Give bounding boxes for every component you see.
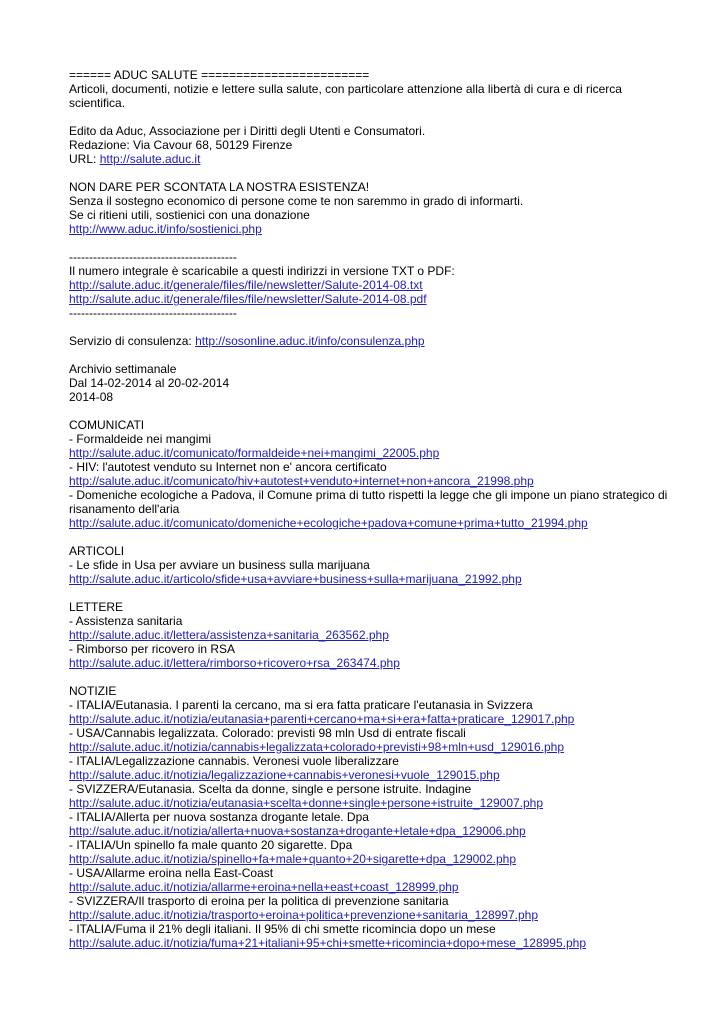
item-title: - Formaldeide nei mangimi xyxy=(69,432,212,446)
separator-top: ------------------------------------------ xyxy=(69,250,237,264)
support-heading: NON DARE PER SCONTATA LA NOSTRA ESISTENZA! xyxy=(69,180,370,194)
item-link[interactable]: http://salute.aduc.it/comunicato/domeniche+ecologiche+padova+comune+prima+tutto_21994.php xyxy=(69,516,588,530)
item-title: - SVIZZERA/Eutanasia. Scelta da donne, single e persone istruite. Indagine xyxy=(69,782,472,796)
item-title: - Domeniche ecologiche a Padova, il Comune prima di tutto rispetti la legge che gli impone un piano strategico di risanamento dell'aria xyxy=(69,488,668,516)
item-title: - Le sfide in Usa per avviare un business sulla marijuana xyxy=(69,558,370,572)
url-label: URL: xyxy=(69,152,100,166)
consulting-label: Servizio di consulenza: xyxy=(69,334,196,348)
item-link[interactable]: http://salute.aduc.it/lettera/assistenza+sanitaria_263562.php xyxy=(69,628,389,642)
item-link[interactable]: http://salute.aduc.it/notizia/allerta+nuova+sostanza+drogante+letale+dpa_129006.php xyxy=(69,824,526,838)
download-pdf-link[interactable]: http://salute.aduc.it/generale/files/file/newsletter/Salute-2014-08.pdf xyxy=(69,292,427,306)
item-link[interactable]: http://salute.aduc.it/lettera/rimborso+ricovero+rsa_263474.php xyxy=(69,656,400,670)
section-heading-articoli: ARTICOLI xyxy=(69,544,125,558)
item-title: - Rimborso per ricovero in RSA xyxy=(69,642,236,656)
donation-link[interactable]: http://www.aduc.it/info/sostienici.php xyxy=(69,222,262,236)
newsletter-document xyxy=(69,68,669,950)
section-heading-lettere: LETTERE xyxy=(69,600,124,614)
item-link[interactable]: http://salute.aduc.it/notizia/eutanasia+scelta+donne+single+persone+istruite_129007.php xyxy=(69,796,544,810)
consulting-link[interactable]: http://sosonline.aduc.it/info/consulenza.php xyxy=(195,334,425,348)
item-link[interactable]: http://salute.aduc.it/comunicato/hiv+autotest+venduto+internet+non+ancora_21998.php xyxy=(69,474,534,488)
site-link[interactable]: http://salute.aduc.it xyxy=(99,152,201,166)
item-title: - ITALIA/Un spinello fa male quanto 20 sigarette. Dpa xyxy=(69,838,353,852)
separator-bottom: ------------------------------------------ xyxy=(69,306,237,320)
item-title: - ITALIA/Legalizzazione cannabis. Veronesi vuole liberalizzare xyxy=(69,754,399,768)
item-title: - HIV: l'autotest venduto su Internet non e' ancora certificato xyxy=(69,460,387,474)
download-intro: Il numero integrale è scaricabile a questi indirizzi in versione TXT o PDF: xyxy=(69,264,455,278)
support-text-1: Senza il sostegno economico di persone come te non saremmo in grado di informarti. xyxy=(69,194,524,208)
item-title: - ITALIA/Eutanasia. I parenti la cercano, ma si era fatta praticare l'eutanasia in Svizzera xyxy=(69,698,533,712)
item-title: - USA/Allarme eroina nella East-Coast xyxy=(69,866,274,880)
newsletter-title: ====== ADUC SALUTE ======================== xyxy=(69,68,370,82)
item-title: - ITALIA/Fuma il 21% degli italiani. Il 95% di chi smette ricomincia dopo un mese xyxy=(69,922,496,936)
newsletter-description: Articoli, documenti, notizie e lettere sulla salute, con particolare attenzione alla libertà di cura e di ricerca scientifica. xyxy=(69,82,622,110)
download-txt-link[interactable]: http://salute.aduc.it/generale/files/file/newsletter/Salute-2014-08.txt xyxy=(69,278,423,292)
url-line xyxy=(69,152,669,166)
item-link[interactable]: http://salute.aduc.it/notizia/spinello+fa+male+quanto+20+sigarette+dpa_129002.php xyxy=(69,852,517,866)
publisher-line: Edito da Aduc, Associazione per i Diritti degli Utenti e Consumatori. xyxy=(69,124,426,138)
item-link[interactable]: http://salute.aduc.it/comunicato/formaldeide+nei+mangimi_22005.php xyxy=(69,446,440,460)
section-heading-comunicati: COMUNICATI xyxy=(69,418,145,432)
item-title: - ITALIA/Allerta per nuova sostanza drogante letale. Dpa xyxy=(69,810,369,824)
section-heading-notizie: NOTIZIE xyxy=(69,684,117,698)
item-link[interactable]: http://salute.aduc.it/notizia/allarme+eroina+nella+east+coast_128999.php xyxy=(69,880,459,894)
archive-range: Dal 14-02-2014 al 20-02-2014 xyxy=(69,376,230,390)
item-title: - SVIZZERA/Il trasporto di eroina per la politica di prevenzione sanitaria xyxy=(69,894,449,908)
item-title: - USA/Cannabis legalizzata. Colorado: previsti 98 mln Usd di entrate fiscali xyxy=(69,726,466,740)
address-line: Redazione: Via Cavour 68, 50129 Firenze xyxy=(69,138,293,152)
item-link[interactable]: http://salute.aduc.it/notizia/eutanasia+parenti+cercano+ma+si+era+fatta+praticare_129017.php xyxy=(69,712,575,726)
consulting-line xyxy=(69,334,669,348)
item-title: - Assistenza sanitaria xyxy=(69,614,183,628)
archive-issue: 2014-08 xyxy=(69,390,114,404)
item-link[interactable]: http://salute.aduc.it/notizia/fuma+21+italiani+95+chi+smette+ricomincia+dopo+mese_128995.php xyxy=(69,936,587,950)
item-link[interactable]: http://salute.aduc.it/notizia/cannabis+legalizzata+colorado+previsti+98+mln+usd_129016.php xyxy=(69,740,565,754)
archive-title: Archivio settimanale xyxy=(69,362,177,376)
item-link[interactable]: http://salute.aduc.it/articolo/sfide+usa+avviare+business+sulla+marijuana_21992.php xyxy=(69,572,522,586)
item-link[interactable]: http://salute.aduc.it/notizia/trasporto+eroina+politica+prevenzione+sanitaria_128997.php xyxy=(69,908,538,922)
support-text-2: Se ci ritieni utili, sostienici con una donazione xyxy=(69,208,310,222)
item-link[interactable]: http://salute.aduc.it/notizia/legalizzazione+cannabis+veronesi+vuole_129015.php xyxy=(69,768,500,782)
